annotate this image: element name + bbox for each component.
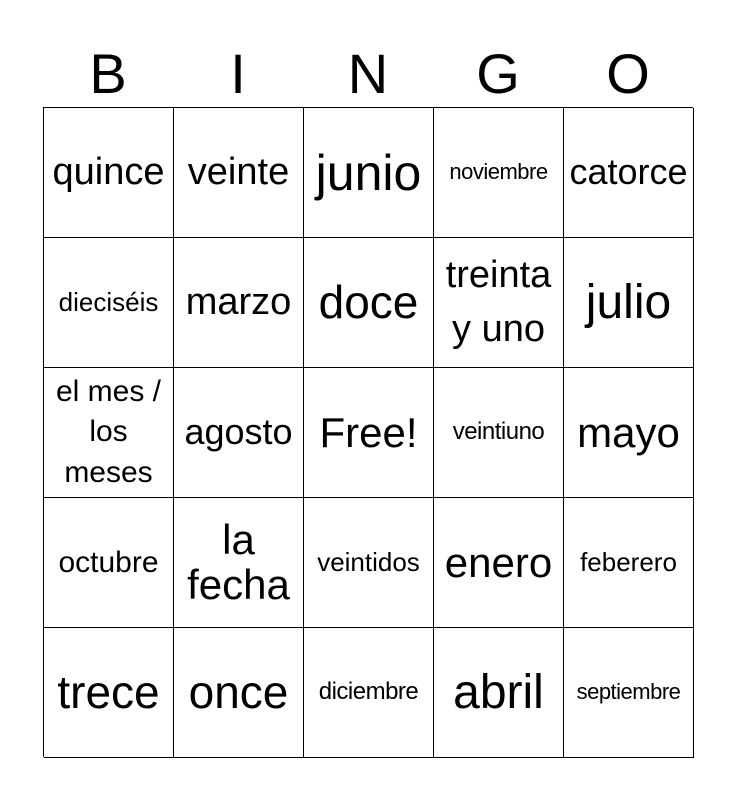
bingo-cell-r1c4[interactable] <box>434 108 564 238</box>
cell-label: trece <box>57 665 160 718</box>
cell-label: agosto <box>184 411 293 453</box>
header-letter-g: G <box>476 42 520 105</box>
bingo-cell-r1c1[interactable] <box>44 108 174 238</box>
cell-label: abril <box>453 665 544 719</box>
cell-label: diciembre <box>318 678 419 706</box>
cell-label: feberero <box>580 546 677 577</box>
bingo-cell-r5c2[interactable] <box>174 628 304 758</box>
cell-label: catorce <box>569 151 688 193</box>
bingo-cell-r5c3[interactable] <box>304 628 434 758</box>
cell-label: septiembre <box>576 679 681 705</box>
cell-label: el mes / los meses <box>55 374 162 489</box>
cell-label: doce <box>318 275 419 328</box>
cell-label: julio <box>585 275 672 329</box>
bingo-cell-r4c3[interactable] <box>304 498 434 628</box>
header-letter-i: I <box>230 42 246 105</box>
cell-label: marzo <box>185 281 292 324</box>
header-letter-o: O <box>606 42 650 105</box>
bingo-cell-r3c2[interactable] <box>174 368 304 498</box>
bingo-cell-r4c1[interactable] <box>44 498 174 628</box>
bingo-cell-r5c5[interactable] <box>564 628 694 758</box>
bingo-cell-r4c2[interactable] <box>174 498 304 628</box>
bingo-header <box>43 40 693 108</box>
bingo-cell-r1c3[interactable] <box>304 108 434 238</box>
cell-label: la fecha <box>187 516 290 608</box>
bingo-cell-r5c1[interactable] <box>44 628 174 758</box>
bingo-cell-r3c5[interactable] <box>564 368 694 498</box>
cell-label: dieciséis <box>58 286 159 317</box>
bingo-cell-r2c4[interactable] <box>434 238 564 368</box>
cell-label: junio <box>315 144 422 201</box>
header-letter-b: B <box>89 42 127 105</box>
bingo-cell-r2c5[interactable] <box>564 238 694 368</box>
cell-label: mayo <box>577 408 680 456</box>
cell-label: once <box>188 665 289 718</box>
bingo-cell-r4c4[interactable] <box>434 498 564 628</box>
cell-label: veintiuno <box>452 418 545 446</box>
bingo-cell-r3c3[interactable] <box>304 368 434 498</box>
cell-label: veinte <box>187 151 290 194</box>
bingo-cell-r2c3[interactable] <box>304 238 434 368</box>
bingo-cell-r2c2[interactable] <box>174 238 304 368</box>
bingo-cell-r2c1[interactable] <box>44 238 174 368</box>
cell-label: noviembre <box>449 159 548 185</box>
bingo-card <box>43 107 693 757</box>
bingo-cell-r3c4[interactable] <box>434 368 564 498</box>
bingo-cell-r5c4[interactable] <box>434 628 564 758</box>
bingo-cell-r1c2[interactable] <box>174 108 304 238</box>
cell-label: octubre <box>58 545 159 579</box>
bingo-cell-r1c5[interactable] <box>564 108 694 238</box>
cell-label: Free! <box>319 408 418 456</box>
cell-label: treinta y uno <box>445 254 552 350</box>
header-letter-n: N <box>347 42 389 105</box>
cell-label: veintidos <box>317 546 420 577</box>
bingo-cell-r3c1[interactable] <box>44 368 174 498</box>
cell-label: enero <box>444 538 553 586</box>
cell-label: quince <box>52 151 165 194</box>
bingo-cell-r4c5[interactable] <box>564 498 694 628</box>
